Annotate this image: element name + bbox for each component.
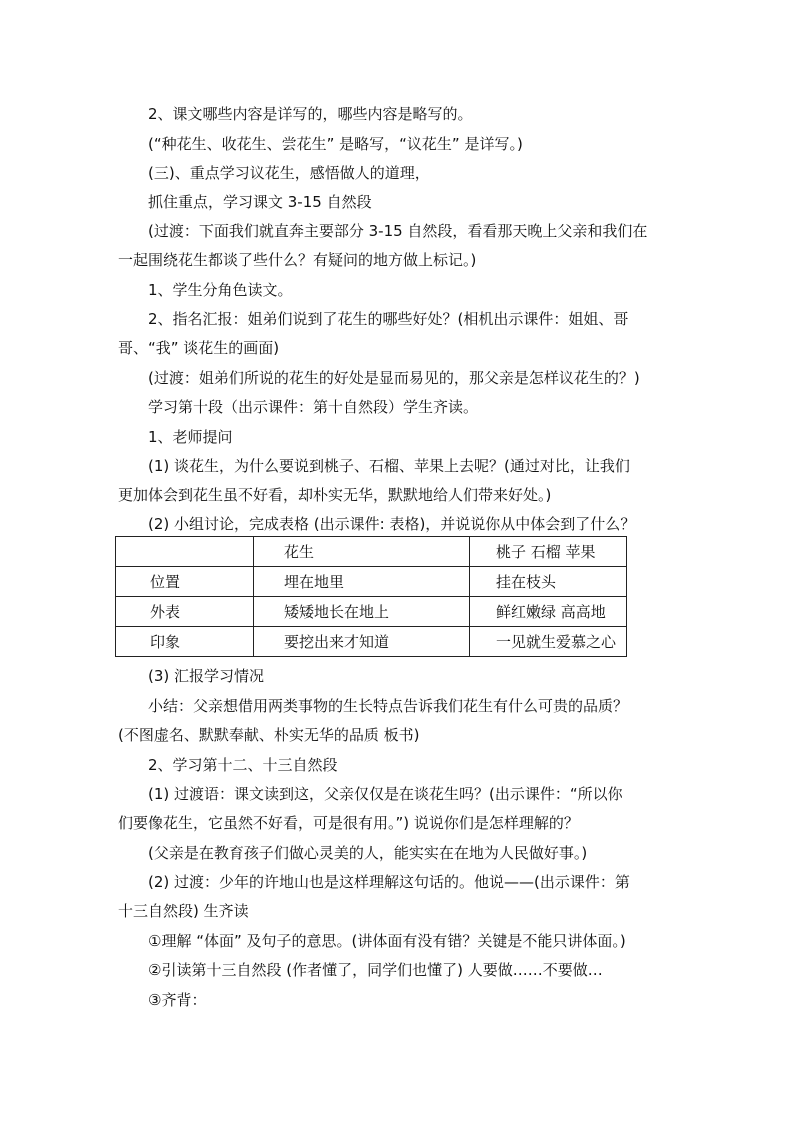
paragraph-line: (1) 过渡语：课文读到这，父亲仅仅是在谈花生吗？(出示课件：“所以你: [148, 785, 623, 803]
paragraph-line: (过渡：姐弟们所说的花生的好处是显而易见的，那父亲是怎样议花生的？): [148, 369, 640, 387]
table-cell: 矮矮地长在地上: [254, 597, 470, 627]
table-cell: 位置: [116, 567, 254, 597]
table-cell: 挂在枝头: [470, 567, 627, 597]
table-cell: 埋在地里: [254, 567, 470, 597]
table-row: [116, 627, 627, 657]
paragraph-line: 哥、“我” 谈花生的画面): [118, 339, 280, 357]
paragraph-line: (2) 过渡：少年的许地山也是这样理解这句话的。他说——(出示课件：第: [148, 873, 630, 891]
paragraph-line: ③齐背：: [148, 991, 207, 1009]
paragraph-line: (过渡：下面我们就直奔主要部分 3-15 自然段，看看那天晚上父亲和我们在: [148, 222, 648, 240]
paragraph-line: 小结：父亲想借用两类事物的生长特点告诉我们花生有什么可贵的品质？: [148, 697, 629, 715]
paragraph-line: 抓住重点，学习课文 3-15 自然段: [148, 193, 372, 211]
paragraph-line: (3) 汇报学习情况: [148, 667, 265, 685]
paragraph-line: 2、指名汇报：姐弟们说到了花生的哪些好处？(相机出示课件：姐姐、哥: [148, 310, 629, 328]
table-row: [116, 567, 627, 597]
paragraph-line: ①理解 “体面” 及句子的意思。(讲体面有没有错？关键是不能只讲体面。): [148, 932, 626, 950]
table-header-row: [116, 537, 627, 567]
paragraph-line: 十三自然段) 生齐读: [118, 902, 249, 920]
paragraph-line: 2、学习第十二、十三自然段: [148, 756, 338, 774]
table-cell: 鲜红嫩绿 高高地: [470, 597, 627, 627]
table-header-cell: 花生: [254, 537, 470, 567]
paragraph-line: (不图虚名、默默奉献、朴实无华的品质 板书): [118, 726, 420, 744]
paragraph-line: (“种花生、收花生、尝花生” 是略写，“议花生” 是详写。): [148, 135, 523, 153]
paragraph-line: (1) 谈花生，为什么要说到桃子、石榴、苹果上去呢？(通过对比，让我们: [148, 457, 630, 475]
paragraph-line: 2、课文哪些内容是详写的，哪些内容是略写的。: [148, 105, 473, 123]
table-cell: 一见就生爱慕之心: [470, 627, 627, 657]
paragraph-line: 更加体会到花生虽不好看，却朴实无华，默默地给人们带来好处。): [118, 486, 552, 504]
paragraph-line: 1、学生分角色读文。: [148, 281, 293, 299]
table-row: [116, 597, 627, 627]
table-header-cell: 桃子 石榴 苹果: [470, 537, 627, 567]
table-cell: 外表: [116, 597, 254, 627]
paragraph-line: 一起围绕花生都谈了些什么？有疑问的地方做上标记。): [118, 251, 477, 269]
paragraph-line: 学习第十段（出示课件：第十自然段）学生齐读。: [148, 398, 479, 416]
paragraph-line: ②引读第十三自然段 (作者懂了，同学们也懂了) 人要做……不要做…: [148, 961, 603, 979]
paragraph-line: 1、老师提问: [148, 428, 233, 446]
paragraph-line: (父亲是在教育孩子们做心灵美的人，能实实在在地为人民做好事。): [148, 844, 588, 862]
table-cell: 要挖出来才知道: [254, 627, 470, 657]
section-heading: (三)、重点学习议花生，感悟做人的道理，: [148, 164, 430, 182]
table-header-cell: [116, 537, 254, 567]
comparison-table: [115, 536, 627, 657]
table-cell: 印象: [116, 627, 254, 657]
paragraph-line: 们要像花生，它虽然不好看，可是很有用。”) 说说你们是怎样理解的？: [118, 814, 579, 832]
paragraph-line: (2) 小组讨论，完成表格 (出示课件: 表格)，并说说你从中体会到了什么？: [148, 515, 636, 533]
